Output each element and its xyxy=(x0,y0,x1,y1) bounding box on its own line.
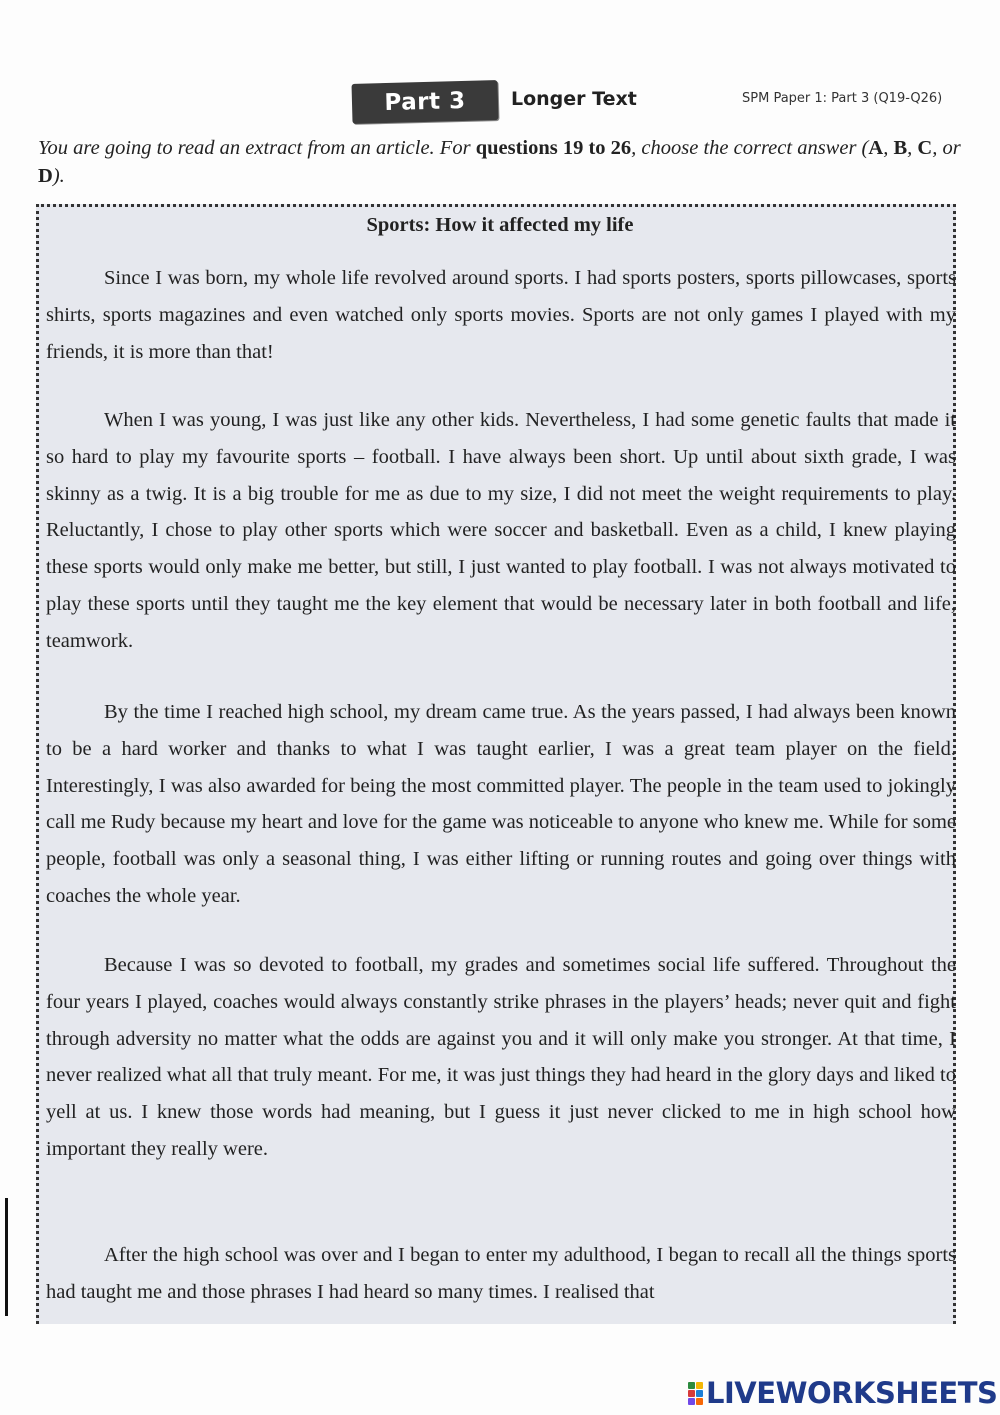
option-b: B xyxy=(893,137,908,159)
article-paragraph-2: When I was young, I was just like any other kids. Nevertheless, I had some genetic faults that made it so hard to play my favourite sports – football. I have always been short. Up until about sixth grade, I was skinny as a twig. It is a big trouble for me as due to my size, I did not meet the weight requirements to play. Reluctantly, I chose to play other sports which were soccer and basketball. Even as a child, I knew playing these sports would only make me better, but still, I just wanted to play football. I was not always motivated to play these sports until they taught me the key element that would be necessary later in both football and life, teamwork. xyxy=(46,409,956,652)
instructions xyxy=(38,134,968,190)
instructions-end: ). xyxy=(52,165,65,187)
paper-reference: SPM Paper 1: Part 3 (Q19-Q26) xyxy=(742,91,943,106)
instructions-questions: questions 19 to 26 xyxy=(475,137,632,159)
logo-block xyxy=(696,1382,703,1389)
part-title: Longer Text xyxy=(511,88,637,110)
article-paragraph-5: After the high school was over and I began to enter my adulthood, I began to recall all the things sports had taught me and those phrases I had heard so many times. I realised that xyxy=(46,1244,956,1303)
logo-blocks-icon xyxy=(688,1382,703,1405)
logo-block xyxy=(688,1398,695,1405)
option-a: A xyxy=(868,137,884,159)
logo-block xyxy=(688,1382,695,1389)
logo-block xyxy=(688,1390,695,1397)
logo-text: LIVEWORKSHEETS xyxy=(706,1376,998,1410)
part-badge: Part 3 xyxy=(352,80,499,124)
article-paragraph-1: Since I was born, my whole life revolved around sports. I had sports posters, sports pillowcases, sports shirts, sports magazines and even watched only sports movies. Sports are not only games I played with my friends, it is more than that! xyxy=(46,267,956,363)
instructions-middle: , choose the correct answer ( xyxy=(631,137,869,159)
logo-block xyxy=(696,1390,703,1397)
option-d: D xyxy=(38,165,53,187)
article-paragraph-4: Because I was so devoted to football, my grades and sometimes social life suffered. Throughout the four years I played, coaches would always constantly strike phrases in the players’ heads; never quit and fight through adversity no matter what the odds are against you and it will only make you stronger. At that time, I never realized what all that truly meant. For me, it was just things they had heard in the glory days and liked to yell at us. I knew those words had meaning, but I guess it just never clicked to me in high school how important they really were. xyxy=(46,954,956,1160)
article-paragraph-3: By the time I reached high school, my dream came true. As the years passed, I had always been known to be a hard worker and thanks to what I was taught earlier, I was a great team player on the field. Interestingly, I was also awarded for being the most committed player. The people in the team used to jokingly call me Rudy because my heart and love for the game was noticeable to anyone who knew me. While for some people, football was only a seasonal thing, I was either lifting or running routes and going over things with coaches the whole year. xyxy=(46,701,956,907)
article-title: Sports: How it affected my life xyxy=(366,214,634,236)
logo-block xyxy=(696,1398,703,1405)
option-c: C xyxy=(917,137,933,159)
margin-mark xyxy=(5,1198,8,1316)
instructions-separator: , or xyxy=(932,137,961,159)
instructions-separator: , xyxy=(907,137,918,159)
liveworksheets-logo xyxy=(688,1376,997,1410)
instructions-separator: , xyxy=(883,137,894,159)
instructions-intro: You are going to read an extract from an article. For xyxy=(38,137,476,159)
